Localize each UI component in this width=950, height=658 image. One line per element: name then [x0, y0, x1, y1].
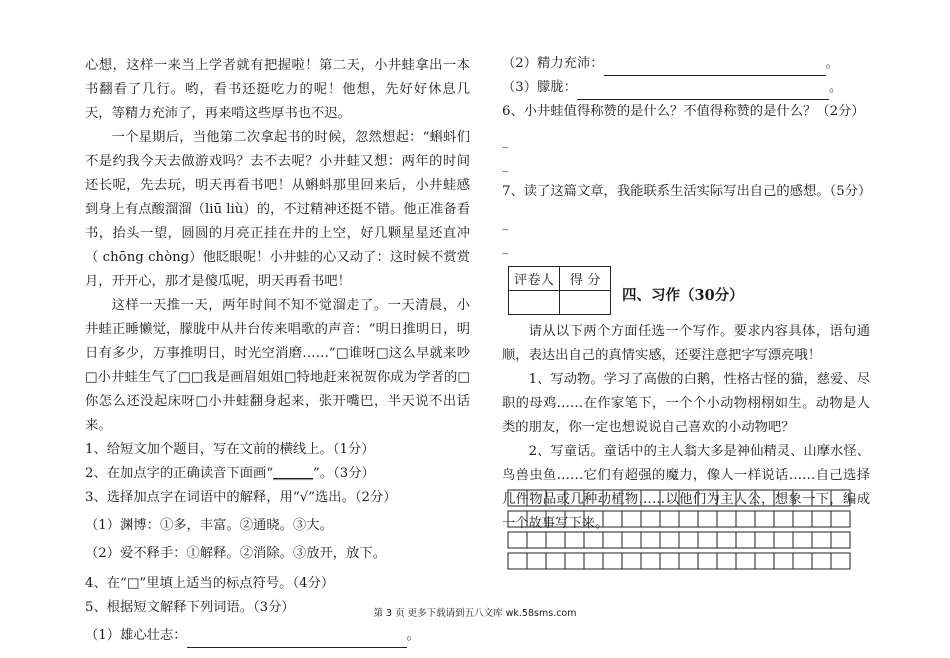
- answer-blank-line[interactable]: [604, 59, 826, 76]
- question-6: 6、小井蛙值得称赞的是什么？不值得称赞的是什么？（2分）: [502, 104, 865, 119]
- question-5-item-1-label: （1）雄心壮志：: [85, 628, 187, 643]
- story-paragraph-1: 心想，这样一来当上学者就有把握啦！第二天，小井蛙拿出一本书翻看了几行。哟，看书还挺吃力的呢！他想，先好好休息几天，等精力充沛了，再来啃这些厚书也不迟。: [85, 58, 470, 121]
- score-header: 得 分: [560, 267, 611, 291]
- story-paragraph-3: 这样一天推一天，两年时间不知不觉溜走了。一天清晨，小井蛙正睡懒觉，朦胧中从井台传来唱歌的声音：“明日推明日，明日有多少，万事推明日，时光空消磨……”□谁呀□这么早就来吵□小井蛙生气了□□我是画眉姐姐□特地赶来祝贺你成为学者的□你怎么还没起床呀□小井蛙翻身起来，张开嘴巴，半天说不出话来。: [85, 298, 470, 433]
- answer-dash[interactable]: _: [502, 158, 509, 173]
- writing-grid[interactable]: [507, 489, 859, 589]
- score-table: [508, 266, 611, 315]
- period: 。: [828, 80, 843, 95]
- writing-option-2: 2、写童话。童话中的主人翁大多是神仙精灵、山摩水怪、鸟兽虫鱼……它们有超强的魔力，像人一样说话……自己选择几件物品或几种动植物……以他们为主人公，想象一下，编成一个故事写下来。: [502, 444, 870, 531]
- question-2: [85, 462, 470, 486]
- page-footer: 第 3 页 更多下载请到五八文库 wk.58sms.com: [373, 608, 577, 619]
- answer-blank-line[interactable]: [577, 83, 829, 100]
- question-2-prefix: 2、在加点字的正确读音下面画“: [85, 466, 274, 481]
- question-5-item-3-label: （3）朦胧：: [502, 80, 577, 95]
- grader-cell[interactable]: [509, 291, 560, 315]
- writing-option-1: 1、写动物。学习了高傲的白鹅，性格古怪的猫，慈爱、尽职的母鸡……在作家笔下，一个个小动物栩栩如生。动物是人类的朋友，你一定也想说说自己喜欢的小动物吧？: [502, 372, 870, 435]
- right-column: [502, 54, 870, 260]
- section-4-title: 四、习作（30分）: [622, 287, 744, 304]
- answer-blank-line[interactable]: [187, 631, 407, 648]
- story-paragraph-2: 一个星期后，当他第二次拿起书的时候，忽然想起：“蝌蚪们不是约我今天去做游戏吗？去不去呢？小井蛙又想：两年的时间还长呢，先去玩，明天再看书吧！从蝌蚪那里回来后，小井蛙感到身上有点酸溜溜（liū liù）的，不过精神还挺不错。他正准备看书，抬头一望，圆圆的月亮正挂在井的上空，好几颗星星还直冲（ chōng chòng）他眨眼呢！小井蛙的心又动了：这时候不赏赏月，开开心，那才是傻瓜呢，明天再看书吧！: [85, 130, 470, 289]
- grader-header: 评卷人: [509, 267, 560, 291]
- question-5: 5、根据短文解释下列词语。（3分）: [85, 600, 295, 615]
- question-7: 7、读了这篇文章，我能联系生活实际写出自己的感想。（5分）: [502, 184, 872, 199]
- question-3-item-2: （2）爱不释手：①解释。②消除。③放开，放下。: [85, 546, 386, 561]
- question-5-item-2: [502, 52, 870, 76]
- left-column: [85, 54, 470, 648]
- question-1: 1、给短文加个题目，写在文前的横线上。（1分）: [85, 442, 375, 457]
- period: 。: [825, 56, 839, 71]
- question-5-item-2-label: （2）精力充沛：: [502, 56, 604, 71]
- period: 。: [406, 628, 420, 643]
- question-5-item-1: [85, 624, 470, 648]
- question-3: 3、选择加点字在词语中的解释，用“√”选出。（2分）: [85, 490, 397, 505]
- question-5-item-3: [502, 76, 870, 100]
- question-2-suffix: ”。（3分）: [313, 466, 375, 481]
- writing-intro: 请从以下两个方面任选一个写作。要求内容具体，语句通顺，表达出自己的真情实感，还要注意把字写漂亮哦！: [502, 324, 870, 363]
- score-cell[interactable]: [560, 291, 611, 315]
- answer-dash[interactable]: _: [502, 216, 509, 231]
- answer-dash[interactable]: _: [502, 240, 509, 255]
- answer-dash[interactable]: _: [502, 134, 509, 149]
- question-2-blank: ______: [273, 466, 314, 481]
- question-3-item-1: （1）渊博：①多，丰富。②通晓。③大。: [85, 518, 333, 533]
- question-4: 4、在“□”里填上适当的标点符号。（4分）: [85, 576, 335, 591]
